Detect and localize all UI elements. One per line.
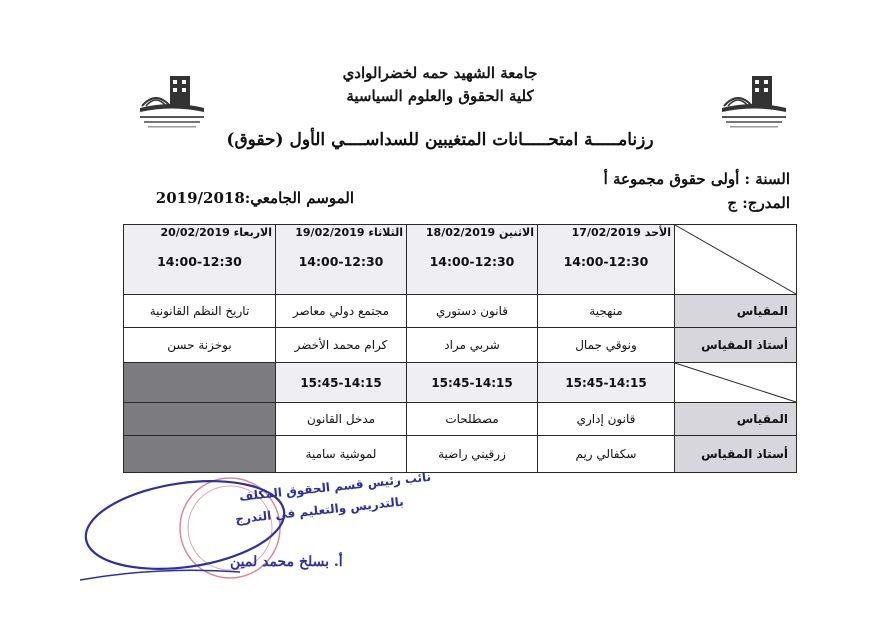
session1-teacher-row bbox=[124, 328, 797, 363]
row-label-module: المقياس bbox=[675, 295, 797, 328]
empty-cell bbox=[124, 403, 276, 436]
session2-module-row bbox=[124, 403, 797, 436]
module-cell: منهجية bbox=[538, 295, 675, 328]
day-date: 18/02/2019 bbox=[425, 226, 496, 239]
teacher-cell: ونوقي جمال bbox=[538, 328, 675, 363]
exam-time: 15:45-14:15 bbox=[407, 363, 538, 403]
row-label-teacher: أستاذ المقياس bbox=[675, 328, 797, 363]
row-label-module: المقياس bbox=[675, 403, 797, 436]
module-cell: قانون دستوري bbox=[407, 295, 538, 328]
day-name: الاربعاء bbox=[233, 226, 272, 239]
session1-module-row bbox=[124, 295, 797, 328]
day-header-wednesday bbox=[124, 225, 276, 295]
year-group: السنة : أولى حقوق مجموعة أ bbox=[603, 170, 790, 188]
module-cell: مجتمع دولي معاصر bbox=[276, 295, 407, 328]
teacher-cell: كرام محمد الأخضر bbox=[276, 328, 407, 363]
day-header-sunday bbox=[538, 225, 675, 295]
exam-time: 14:00-12:30 bbox=[157, 254, 242, 269]
official-stamp bbox=[40, 469, 432, 610]
day-name: الاثنين bbox=[499, 226, 534, 239]
teacher-cell: سكفالي ريم bbox=[538, 436, 675, 473]
module-cell: تاريخ النظم القانونية bbox=[124, 295, 276, 328]
exam-time: 14:00-12:30 bbox=[429, 254, 515, 269]
module-cell: قانون إداري bbox=[538, 403, 675, 436]
teacher-cell: لموشية سامية bbox=[276, 436, 407, 473]
stamp-line1: نائب رئيس قسم الحقوق المكلف bbox=[238, 469, 432, 504]
module-cell: مصطلحات bbox=[407, 403, 538, 436]
corner-cell bbox=[675, 225, 797, 295]
empty-cell bbox=[124, 436, 276, 473]
session2-teacher-row bbox=[124, 436, 797, 473]
stamp-line2: بالتدريس والتعليم في التدرج bbox=[234, 494, 405, 527]
exam-time: 15:45-14:15 bbox=[276, 363, 407, 403]
academic-season: الموسم الجامعي:2019/2018 bbox=[155, 189, 354, 207]
exam-schedule-table bbox=[123, 224, 797, 473]
session1-day-row bbox=[124, 225, 797, 295]
day-date: 17/02/2019 bbox=[571, 226, 641, 239]
teacher-cell: زرقيني راضية bbox=[407, 436, 538, 473]
day-date: 19/02/2019 bbox=[295, 226, 365, 239]
row-label-teacher: أستاذ المقياس bbox=[675, 436, 797, 473]
university-logo-right bbox=[718, 72, 790, 134]
university-name: جامعة الشهيد حمه لخضرالوادي bbox=[342, 64, 538, 82]
day-header-tuesday bbox=[276, 225, 407, 295]
empty-cell bbox=[124, 363, 276, 403]
corner-cell bbox=[675, 363, 797, 403]
module-cell: مدخل القانون bbox=[276, 403, 407, 436]
teacher-cell: بوخزنة حسن bbox=[124, 328, 276, 363]
day-name: الثلاثاء bbox=[368, 226, 403, 239]
teacher-cell: شربي مراد bbox=[407, 328, 538, 363]
exam-time: 14:00-12:30 bbox=[298, 254, 384, 269]
session2-time-row bbox=[124, 363, 797, 403]
exam-time: 15:45-14:15 bbox=[538, 363, 675, 403]
page-title: رزنامـــــة امتحـــــانات المتغيبين للسداســــي الأول (حقوق) bbox=[226, 130, 654, 150]
faculty-name: كلية الحقوق والعلوم السياسية bbox=[346, 87, 534, 105]
day-header-monday bbox=[407, 225, 538, 295]
exam-time: 14:00-12:30 bbox=[563, 254, 649, 269]
day-name: الأحد bbox=[644, 226, 671, 239]
hall: المدرج: ج bbox=[727, 194, 790, 212]
day-date: 20/02/2019 bbox=[160, 226, 230, 239]
university-logo-left bbox=[136, 72, 208, 134]
signature: أ. بسلخ محمد لمين bbox=[230, 554, 343, 570]
